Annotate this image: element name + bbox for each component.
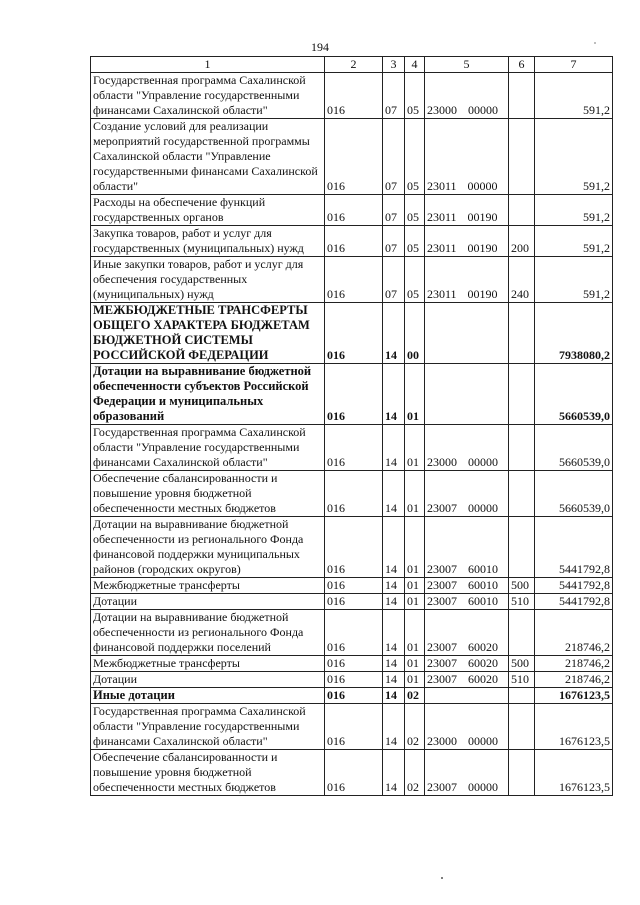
table-header-row	[91, 57, 613, 73]
cell-section: 14	[383, 517, 405, 578]
cell-target-article: 23007 00000	[425, 750, 509, 796]
cell-name: Обеспечение сбалансированности и повышение уровня бюджетной обеспеченности местных бюджетов	[91, 750, 325, 796]
cell-section: 14	[383, 471, 405, 517]
table-row	[91, 257, 613, 303]
cell-amount: 591,2	[535, 257, 613, 303]
cell-ministry-code: 016	[325, 517, 383, 578]
header-col-5: 5	[425, 57, 509, 73]
cell-amount: 218746,2	[535, 656, 613, 672]
cell-subsection: 05	[405, 226, 425, 257]
cell-expense-type: 240	[509, 257, 535, 303]
cell-section: 14	[383, 364, 405, 425]
cell-amount: 1676123,5	[535, 704, 613, 750]
table-row	[91, 610, 613, 656]
cell-ministry-code: 016	[325, 688, 383, 704]
header-col-4: 4	[405, 57, 425, 73]
cell-name: Дотации на выравнивание бюджетной обеспеченности из регионального Фонда финансовой поддержки муниципальных районов (городских округов)	[91, 517, 325, 578]
cell-amount: 218746,2	[535, 672, 613, 688]
cell-subsection: 02	[405, 704, 425, 750]
cell-section: 14	[383, 688, 405, 704]
cell-target-article: 23007 60010	[425, 517, 509, 578]
scan-speck	[594, 42, 596, 44]
header-col-2: 2	[325, 57, 383, 73]
cell-amount: 591,2	[535, 226, 613, 257]
cell-section: 14	[383, 656, 405, 672]
cell-target-article: 23000 00000	[425, 425, 509, 471]
scan-speck	[441, 877, 443, 879]
cell-subsection: 01	[405, 425, 425, 471]
cell-subsection: 00	[405, 303, 425, 364]
cell-ministry-code: 016	[325, 425, 383, 471]
cell-expense-type	[509, 750, 535, 796]
cell-name: Дотации	[91, 672, 325, 688]
cell-subsection: 02	[405, 688, 425, 704]
cell-target-article	[425, 303, 509, 364]
cell-section: 07	[383, 226, 405, 257]
cell-subsection: 01	[405, 672, 425, 688]
table-row	[91, 226, 613, 257]
cell-expense-type	[509, 364, 535, 425]
cell-section: 14	[383, 578, 405, 594]
cell-section: 14	[383, 425, 405, 471]
cell-ministry-code: 016	[325, 672, 383, 688]
cell-ministry-code: 016	[325, 594, 383, 610]
table-row	[91, 656, 613, 672]
cell-ministry-code: 016	[325, 578, 383, 594]
cell-target-article: 23000 00000	[425, 704, 509, 750]
cell-name: Государственная программа Сахалинской области "Управление государственными финансами Сахалинской области"	[91, 425, 325, 471]
cell-amount: 591,2	[535, 73, 613, 119]
cell-subsection: 01	[405, 471, 425, 517]
cell-expense-type	[509, 688, 535, 704]
cell-amount: 591,2	[535, 119, 613, 195]
cell-amount: 7938080,2	[535, 303, 613, 364]
cell-subsection: 01	[405, 517, 425, 578]
header-col-6: 6	[509, 57, 535, 73]
cell-target-article: 23011 00190	[425, 195, 509, 226]
cell-ministry-code: 016	[325, 656, 383, 672]
cell-ministry-code: 016	[325, 471, 383, 517]
cell-section: 14	[383, 750, 405, 796]
cell-name: Создание условий для реализации мероприятий государственной программы Сахалинской области "Управление государственными финансами Сахалинской области"	[91, 119, 325, 195]
cell-subsection: 01	[405, 578, 425, 594]
cell-amount: 5660539,0	[535, 364, 613, 425]
cell-target-article: 23007 60020	[425, 610, 509, 656]
cell-expense-type	[509, 610, 535, 656]
cell-section: 14	[383, 672, 405, 688]
cell-name: МЕЖБЮДЖЕТНЫЕ ТРАНСФЕРТЫ ОБЩЕГО ХАРАКТЕРА БЮДЖЕТАМ БЮДЖЕТНОЙ СИСТЕМЫ РОССИЙСКОЙ ФЕДЕРАЦИИ	[91, 303, 325, 364]
cell-expense-type: 500	[509, 656, 535, 672]
budget-table	[90, 56, 613, 796]
cell-expense-type	[509, 704, 535, 750]
table-row	[91, 303, 613, 364]
cell-ministry-code: 016	[325, 119, 383, 195]
cell-ministry-code: 016	[325, 257, 383, 303]
cell-expense-type: 500	[509, 578, 535, 594]
cell-section: 14	[383, 594, 405, 610]
cell-section: 14	[383, 303, 405, 364]
table-row	[91, 688, 613, 704]
cell-name: Дотации на выравнивание бюджетной обеспеченности из регионального Фонда финансовой поддержки поселений	[91, 610, 325, 656]
table-row	[91, 672, 613, 688]
cell-section: 14	[383, 704, 405, 750]
cell-subsection: 01	[405, 364, 425, 425]
cell-ministry-code: 016	[325, 750, 383, 796]
cell-target-article: 23007 60010	[425, 578, 509, 594]
cell-name: Межбюджетные трансферты	[91, 578, 325, 594]
cell-expense-type	[509, 119, 535, 195]
cell-subsection: 05	[405, 73, 425, 119]
table-row	[91, 750, 613, 796]
cell-name: Государственная программа Сахалинской области "Управление государственными финансами Сахалинской области"	[91, 73, 325, 119]
cell-expense-type: 510	[509, 672, 535, 688]
cell-target-article	[425, 688, 509, 704]
cell-section: 14	[383, 610, 405, 656]
cell-subsection: 05	[405, 195, 425, 226]
cell-ministry-code: 016	[325, 364, 383, 425]
cell-section: 07	[383, 257, 405, 303]
table-row	[91, 578, 613, 594]
cell-amount: 1676123,5	[535, 750, 613, 796]
header-col-1: 1	[91, 57, 325, 73]
cell-target-article: 23011 00190	[425, 226, 509, 257]
cell-amount: 1676123,5	[535, 688, 613, 704]
cell-target-article: 23007 60010	[425, 594, 509, 610]
table-row	[91, 119, 613, 195]
cell-expense-type	[509, 425, 535, 471]
table-row	[91, 517, 613, 578]
header-col-3: 3	[383, 57, 405, 73]
cell-expense-type	[509, 303, 535, 364]
cell-expense-type: 510	[509, 594, 535, 610]
cell-amount: 218746,2	[535, 610, 613, 656]
cell-subsection: 01	[405, 594, 425, 610]
cell-target-article: 23000 00000	[425, 73, 509, 119]
cell-amount: 5441792,8	[535, 578, 613, 594]
cell-ministry-code: 016	[325, 610, 383, 656]
table-row	[91, 73, 613, 119]
cell-amount: 5660539,0	[535, 425, 613, 471]
cell-expense-type	[509, 471, 535, 517]
cell-ministry-code: 016	[325, 704, 383, 750]
table-row	[91, 425, 613, 471]
cell-target-article: 23007 60020	[425, 672, 509, 688]
cell-subsection: 01	[405, 656, 425, 672]
cell-name: Иные закупки товаров, работ и услуг для обеспечения государственных (муниципальных) нужд	[91, 257, 325, 303]
cell-target-article: 23007 60020	[425, 656, 509, 672]
header-col-7: 7	[535, 57, 613, 73]
cell-amount: 591,2	[535, 195, 613, 226]
cell-name: Расходы на обеспечение функций государственных органов	[91, 195, 325, 226]
cell-expense-type: 200	[509, 226, 535, 257]
cell-name: Государственная программа Сахалинской области "Управление государственными финансами Сахалинской области"	[91, 704, 325, 750]
table-row	[91, 704, 613, 750]
cell-subsection: 05	[405, 257, 425, 303]
cell-amount: 5441792,8	[535, 517, 613, 578]
cell-target-article: 23011 00190	[425, 257, 509, 303]
cell-section: 07	[383, 195, 405, 226]
cell-name: Закупка товаров, работ и услуг для государственных (муниципальных) нужд	[91, 226, 325, 257]
cell-subsection: 02	[405, 750, 425, 796]
table-row	[91, 195, 613, 226]
cell-ministry-code: 016	[325, 195, 383, 226]
cell-target-article	[425, 364, 509, 425]
cell-name: Межбюджетные трансферты	[91, 656, 325, 672]
cell-ministry-code: 016	[325, 303, 383, 364]
cell-subsection: 01	[405, 610, 425, 656]
page-number: 194	[311, 40, 329, 54]
cell-expense-type	[509, 195, 535, 226]
table-row	[91, 594, 613, 610]
table-row	[91, 364, 613, 425]
cell-section: 07	[383, 73, 405, 119]
cell-expense-type	[509, 517, 535, 578]
cell-subsection: 05	[405, 119, 425, 195]
cell-target-article: 23007 00000	[425, 471, 509, 517]
table-row	[91, 471, 613, 517]
cell-section: 07	[383, 119, 405, 195]
cell-name: Дотации	[91, 594, 325, 610]
cell-expense-type	[509, 73, 535, 119]
cell-target-article: 23011 00000	[425, 119, 509, 195]
cell-name: Обеспечение сбалансированности и повышение уровня бюджетной обеспеченности местных бюджетов	[91, 471, 325, 517]
cell-ministry-code: 016	[325, 73, 383, 119]
cell-amount: 5660539,0	[535, 471, 613, 517]
cell-amount: 5441792,8	[535, 594, 613, 610]
cell-name: Иные дотации	[91, 688, 325, 704]
cell-ministry-code: 016	[325, 226, 383, 257]
cell-name: Дотации на выравнивание бюджетной обеспеченности субъектов Российской Федерации и муниципальных образований	[91, 364, 325, 425]
